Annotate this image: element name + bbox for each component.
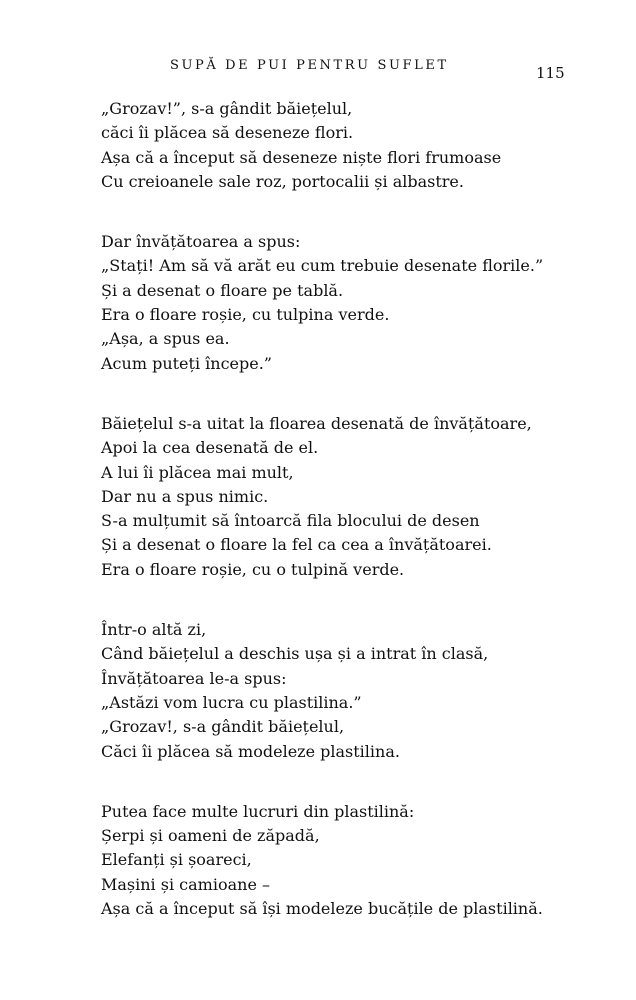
stanza-3 — [101, 412, 601, 582]
poem-line: Era o floare roșie, cu o tulpină verde. — [101, 559, 405, 579]
poem-line: Și a desenat o floare pe tablă. — [101, 280, 344, 300]
poem-line: Elefanți și șoareci, — [101, 850, 252, 870]
stanza-4 — [101, 618, 601, 764]
poem-line: „Astăzi vom lucra cu plastilina.” — [101, 692, 362, 712]
poem-line: „Grozav!, s-a gândit băiețelul, — [101, 717, 345, 737]
poem-line: Căci îi plăcea să modeleze plastilina. — [101, 741, 400, 761]
poem-line: Învățătoarea le-a spus: — [101, 668, 287, 688]
poem-line: Acum puteți începe.” — [101, 353, 272, 373]
stanza-2 — [101, 230, 601, 376]
poem-line: A lui îi plăcea mai mult, — [101, 462, 294, 482]
poem-line: Mașini și camioane – — [101, 874, 270, 894]
page-header — [0, 58, 636, 82]
poem-line: S-a mulțumit să întoarcă fila blocului de desen — [101, 511, 480, 531]
poem-body — [101, 97, 601, 921]
poem-line: Și a desenat o floare la fel ca cea a învățătoarei. — [101, 535, 492, 555]
poem-line: „Grozav!”, s-a gândit băiețelul, — [101, 99, 353, 118]
poem-line: Cu creioanele sale roz, portocalii și albastre. — [101, 171, 464, 191]
poem-line: Într-o altă zi, — [101, 620, 207, 640]
stanza-5 — [101, 800, 601, 921]
poem-line: Putea face multe lucruri din plastilină: — [101, 801, 415, 821]
poem-line: Când băiețelul a deschis ușa și a intrat în clasă, — [101, 644, 489, 664]
poem-line: Așa că a început să deseneze niște flori frumoase — [101, 147, 502, 167]
running-title: SUPĂ DE PUI PENTRU SUFLET — [170, 58, 449, 73]
poem-line: Apoi la cea desenată de el. — [101, 438, 319, 458]
poem-line: „Așa, a spus ea. — [101, 329, 230, 349]
poem-line: Băiețelul s-a uitat la floarea desenată de învățătoare, — [101, 413, 532, 433]
poem-line: „Stați! Am să vă arăt eu cum trebuie desenate florile.” — [101, 256, 544, 276]
poem-line: căci îi plăcea să deseneze flori. — [101, 123, 354, 143]
page-number: 115 — [536, 64, 565, 82]
poem-line: Așa că a început să își modeleze bucățile de plastilină. — [101, 899, 543, 919]
poem-line: Era o floare roșie, cu tulpina verde. — [101, 305, 390, 325]
poem-line: Dar învățătoarea a spus: — [101, 232, 301, 252]
poem-line: Dar nu a spus nimic. — [101, 486, 269, 506]
stanza-1 — [101, 97, 601, 194]
poem-line: Șerpi și oameni de zăpadă, — [101, 826, 320, 846]
